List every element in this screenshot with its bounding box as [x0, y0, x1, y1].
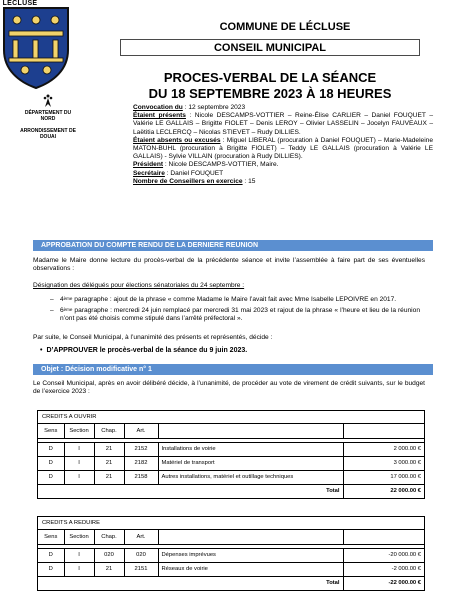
department-block — [18, 94, 78, 140]
absents-line: Étaient absents ou excusés : Miguel LIBERAL (procuration à Daniel FOUQUET) – Marie-Madeleine MATON-BUHL (procuration à Brigitte FIOLET) – Teddy LE GALLAIS (procuration à Valérie LE GALLAIS) - Sylvie VILLAIN (procuration à Rudy DILLIES). — [133, 136, 433, 161]
cell-chapitre: 21 — [94, 562, 124, 576]
cell-chapitre: 21 — [94, 456, 124, 470]
cell-article: 020 — [124, 548, 158, 562]
table-row — [38, 470, 424, 484]
table-row — [38, 456, 424, 470]
list-item: – 6ème paragraphe : mercredi 24 juin remplacé par mercredi 31 mai 2023 et rajout de la phrase « l’heure et lieu de la réunion n’ont pas été choisis comme stipulé dans l’arrêté préfectoral ». — [50, 307, 420, 323]
cell-sens: D — [38, 456, 64, 470]
list-item: – 4ème paragraphe : ajout de la phrase « comme Madame le Maire l’avait fait avec Mme Isabelle LEPOIVRE en 2017. — [50, 296, 420, 304]
cell-article: 2152 — [124, 442, 158, 456]
conseil-municipal-box: CONSEIL MUNICIPAL — [120, 39, 420, 56]
col-header-article: Art. — [124, 530, 158, 544]
convocation-line: Convocation du : 12 septembre 2023 — [133, 104, 246, 111]
page-title-line1: PROCES-VERBAL DE LA SÉANCE — [163, 70, 377, 85]
cell-section: I — [64, 562, 94, 576]
cell-montant: 2 000.00 € — [343, 442, 424, 456]
col-header-libelle — [158, 530, 343, 544]
credits-a-ouvrir-table — [37, 410, 425, 499]
decision-modificative-intro: Le Conseil Municipal, après en avoir délibéré décide, à l’unanimité, de procéder au vote de virement de crédit suivants, sur le budget de l’exercice 2023 : — [33, 380, 425, 396]
table-header-row — [38, 530, 424, 544]
col-header-article: Art. — [124, 424, 158, 438]
cell-chapitre: 020 — [94, 548, 124, 562]
col-header-section: Section — [64, 424, 94, 438]
cell-section: I — [64, 470, 94, 484]
cell-article: 2182 — [124, 456, 158, 470]
presents-line: Étaient présents : Nicole DESCAMPS-VOTTIER – Reine-Élise CARLIER – Daniel FOUQUET – Valérie LE GALLAIS – Brigitte FIOLET – Denis LEROY – Olivier LASSELIN – Jocelyn FAUVEAUX – Laëtitia LECLERCQ – Nicolas STIEVET – Rudy DILLIES. — [133, 112, 433, 136]
cell-article: 2151 — [124, 562, 158, 576]
total-value: -22 000.00 € — [343, 576, 424, 590]
total-value: 22 000.00 € — [343, 484, 424, 498]
section-heading-approbation: APPROBATION DU COMPTE RENDU DE LA DERNIERE REUNION — [33, 240, 433, 251]
table-row — [38, 562, 424, 576]
total-label: Total — [38, 484, 343, 498]
nombre-conseillers-line: Nombre de Conseillers en exercice : 15 — [133, 177, 256, 185]
approbation-intro: Madame le Maire donne lecture du procès-verbal de la précédente séance et invite l’assemblée à faire part de ses éventuelles observations : — [33, 257, 425, 273]
col-header-section: Section — [64, 530, 94, 544]
cell-montant: 17 000.00 € — [343, 470, 424, 484]
crest-label: LÉCLUSE — [2, 0, 38, 7]
table-caption: CREDITS A OUVRIR — [38, 411, 424, 424]
ermine-spot-icon — [42, 94, 54, 108]
commune-title: COMMUNE DE LÉCLUSE — [219, 21, 351, 33]
cell-article: 2158 — [124, 470, 158, 484]
secretaire-line: Secrétaire : Daniel FOUQUET — [133, 169, 224, 177]
total-label: Total — [38, 576, 343, 590]
table-header-row — [38, 424, 424, 438]
cell-chapitre: 21 — [94, 470, 124, 484]
col-header-libelle — [158, 424, 343, 438]
table-row — [38, 548, 424, 562]
coat-of-arms-icon — [1, 6, 71, 90]
cell-libelle: Dépenses imprévues — [158, 548, 343, 562]
col-header-chapitre: Chap. — [94, 530, 124, 544]
credits-a-reduire-table — [37, 516, 425, 591]
cell-section: I — [64, 442, 94, 456]
cell-section: I — [64, 548, 94, 562]
cell-chapitre: 21 — [94, 442, 124, 456]
table-caption: CREDITS A REDUIRE — [38, 517, 424, 530]
table-total-row — [38, 484, 424, 498]
cell-sens: D — [38, 470, 64, 484]
cell-section: I — [64, 456, 94, 470]
arrondissement-label: ARRONDISSEMENT DE DOUAI — [20, 128, 76, 140]
cell-libelle: Installations de voirie — [158, 442, 343, 456]
department-label: DÉPARTEMENT DU NORD — [24, 110, 72, 122]
designation-subheading: Désignation des délégués pour élections sénatoriales du 24 septembre : — [33, 282, 245, 289]
table-row — [38, 442, 424, 456]
observations-list — [50, 296, 420, 327]
section-heading-decision-modificative: Objet : Décision modificative n° 1 — [33, 364, 433, 375]
cell-sens: D — [38, 548, 64, 562]
cell-libelle: Réseaux de voirie — [158, 562, 343, 576]
cell-sens: D — [38, 562, 64, 576]
cell-montant: -20 000.00 € — [343, 548, 424, 562]
attendance-block — [133, 104, 433, 186]
decision-intro: Par suite, le Conseil Municipal, à l’unanimité des présents et représentés, décide : — [33, 334, 273, 341]
col-header-montant — [343, 530, 424, 544]
col-header-montant — [343, 424, 424, 438]
table-total-row — [38, 576, 424, 590]
col-header-sens: Sens — [38, 530, 64, 544]
cell-sens: D — [38, 442, 64, 456]
col-header-chapitre: Chap. — [94, 424, 124, 438]
cell-libelle: Matériel de transport — [158, 456, 343, 470]
cell-libelle: Autres installations, matériel et outillage techniques — [158, 470, 343, 484]
cell-montant: -2 000.00 € — [343, 562, 424, 576]
page-title-line2: DU 18 SEPTEMBRE 2023 À 18 HEURES — [148, 86, 392, 101]
col-header-sens: Sens — [38, 424, 64, 438]
cell-montant: 3 000.00 € — [343, 456, 424, 470]
approval-decision: • D’APPROUVER le procès-verbal de la séance du 9 juin 2023. — [40, 347, 247, 354]
president-line: Président : Nicole DESCAMPS-VOTTIER, Maire. — [133, 161, 279, 169]
